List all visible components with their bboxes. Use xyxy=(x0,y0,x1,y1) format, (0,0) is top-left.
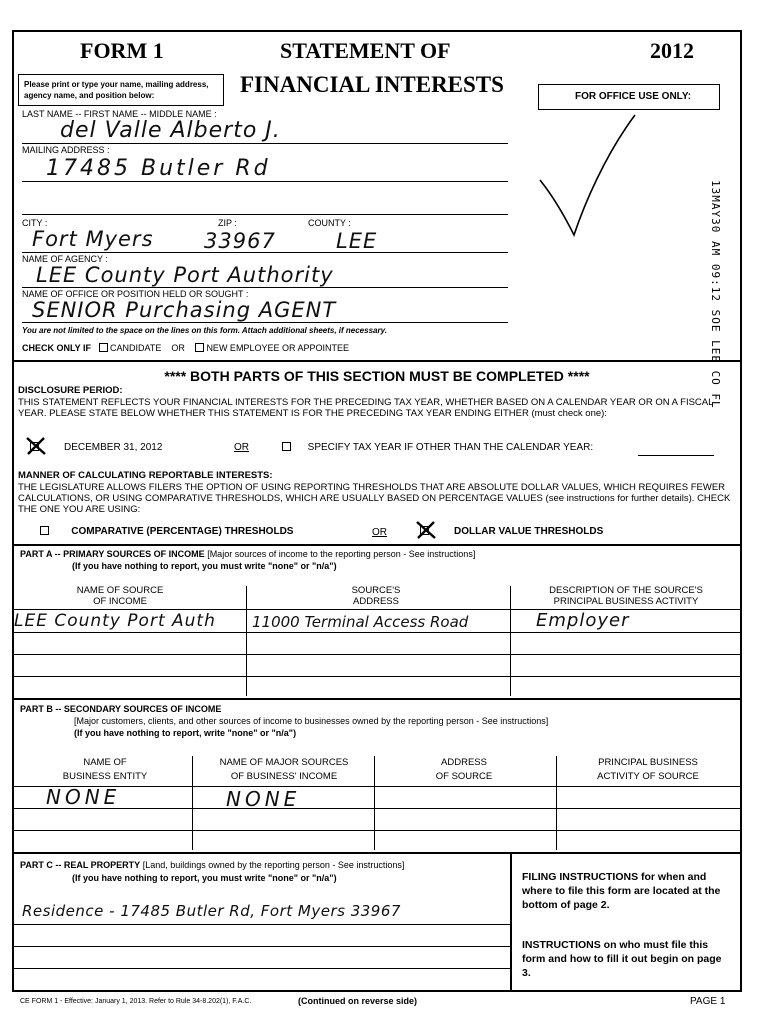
specify-checkbox[interactable] xyxy=(282,442,291,451)
part-b-entity-value: NONE xyxy=(46,785,121,809)
office-value: SENIOR Purchasing AGENT xyxy=(32,298,337,322)
part-b-note: [Major customers, clients, and other sources of income to businesses owned by the reporting person - See instructions] xyxy=(74,716,549,726)
dollar-option xyxy=(420,526,603,537)
received-stamp: 13MAY30 AM 09:12 SOE LEE CO FL xyxy=(709,180,722,409)
candidate-label: CANDIDATE xyxy=(110,343,162,353)
specify-label: SPECIFY TAX YEAR IF OTHER THAN THE CALENDAR YEAR: xyxy=(307,442,594,453)
part-a-source-address: 11000 Terminal Access Road xyxy=(252,613,469,631)
december-option xyxy=(30,442,162,453)
part-a-subtitle: (If you have nothing to report, you must write "none" or "n/a") xyxy=(72,561,337,571)
part-a-source-name: LEE County Port Auth xyxy=(14,611,216,631)
filing-instructions: FILING INSTRUCTIONS for when and where to file this form are located at the bottom of page 2. xyxy=(522,871,721,911)
limit-note: You are not limited to the space on the lines on this form. Attach additional sheets, if necessary. xyxy=(22,326,387,335)
office-check-mark xyxy=(530,110,650,250)
manner-title: MANNER OF CALCULATING REPORTABLE INTERESTS: xyxy=(18,470,273,481)
dollar-label: DOLLAR VALUE THRESHOLDS xyxy=(454,526,604,537)
agency-label: NAME OF AGENCY : xyxy=(22,254,108,264)
zip-value: 33967 xyxy=(204,229,276,253)
who-must-file-instructions: INSTRUCTIONS on who must file this form and how to fill it out begin on page 3. xyxy=(522,939,722,979)
period-or: OR xyxy=(234,442,249,453)
city-value: Fort Myers xyxy=(32,227,154,251)
part-b-subtitle: (If you have nothing to report, write "none" or "n/a") xyxy=(74,728,297,738)
comparative-label: COMPARATIVE (PERCENTAGE) THRESHOLDS xyxy=(71,526,294,537)
threshold-or: OR xyxy=(372,527,387,538)
both-parts-banner: **** BOTH PARTS OF THIS SECTION MUST BE COMPLETED **** xyxy=(164,368,590,384)
check-only-row xyxy=(22,343,349,353)
part-c-subtitle: (If you have nothing to report, you must write "none" or "n/a") xyxy=(72,873,337,883)
dollar-checkbox[interactable] xyxy=(420,526,429,535)
part-c-note: [Land, buildings owned by the reporting person - See instructions] xyxy=(142,860,405,870)
city-label: CITY : xyxy=(22,218,48,228)
part-a-note: [Major sources of income to the reporting person - See instructions] xyxy=(207,549,476,559)
check-only-label: CHECK ONLY IF xyxy=(22,343,92,353)
part-b-col-address: ADDRESS OF SOURCE xyxy=(435,757,493,782)
part-a-source-activity: Employer xyxy=(536,610,630,631)
comparative-option xyxy=(40,526,293,537)
agency-value: LEE County Port Authority xyxy=(36,263,334,287)
manner-text: THE LEGISLATURE ALLOWS FILERS THE OPTION OF USING REPORTING THRESHOLDS THAT ARE ABSOLUTE DOLLAR VALUES, WHICH REQUIRES FEWER CALCULATIONS, OR USING COMPARATIVE THRESHOLDS, WHICH ARE USUALLY BASED ON PERCENTAGE VALUES (see instructions for further details). CHECK THE ONE YOU ARE USING: xyxy=(18,482,731,515)
office-label: NAME OF OFFICE OR POSITION HELD OR SOUGHT : xyxy=(22,289,249,299)
part-c-title: PART C -- REAL PROPERTY xyxy=(20,860,141,870)
specify-option xyxy=(282,442,593,453)
part-b-col-sources: NAME OF MAJOR SOURCES OF BUSINESS' INCOME xyxy=(219,757,349,782)
county-value: LEE xyxy=(336,229,378,253)
mailing-label: MAILING ADDRESS : xyxy=(22,145,110,155)
footer-page: PAGE 1 xyxy=(690,996,726,1007)
zip-label: ZIP : xyxy=(218,218,237,228)
form-title-line2: FINANCIAL INTERESTS xyxy=(240,72,504,97)
check-or: OR xyxy=(171,343,185,353)
mailing-address: 17485 Butler Rd xyxy=(46,156,271,181)
part-c-property-value: Residence - 17485 Butler Rd, Fort Myers 33967 xyxy=(22,902,401,920)
filer-name: del Valle Alberto J. xyxy=(60,118,281,143)
office-use-label: FOR OFFICE USE ONLY: xyxy=(575,91,692,102)
print-instruction: Please print or type your name, mailing address, agency name, and position below: xyxy=(24,80,209,100)
part-b-col-activity: PRINCIPAL BUSINESS ACTIVITY OF SOURCE xyxy=(597,757,699,782)
form-title-line1: STATEMENT OF xyxy=(280,38,451,63)
form-year: 2012 xyxy=(650,38,694,63)
part-b-sources-value: NONE xyxy=(226,787,301,811)
disclosure-title: DISCLOSURE PERIOD: xyxy=(18,385,123,396)
footer-form-id: CE FORM 1 - Effective: January 1, 2013. Refer to Rule 34-8.202(1), F.A.C. xyxy=(20,998,252,1005)
name-label: LAST NAME -- FIRST NAME -- MIDDLE NAME : xyxy=(22,109,217,119)
part-a-title-row xyxy=(20,549,475,559)
candidate-checkbox[interactable] xyxy=(99,343,108,352)
new-employee-checkbox[interactable] xyxy=(195,343,204,352)
december-label: DECEMBER 31, 2012 xyxy=(64,442,163,453)
part-b-title: PART B -- SECONDARY SOURCES OF INCOME xyxy=(20,704,222,714)
december-checkbox[interactable] xyxy=(30,442,39,451)
footer-continued: (Continued on reverse side) xyxy=(298,996,418,1006)
part-c-title-row xyxy=(20,860,404,870)
part-a-col-name: NAME OF SOURCE OF INCOME xyxy=(76,585,164,607)
part-a-col-address: SOURCE'S ADDRESS xyxy=(351,585,401,607)
form-number: FORM 1 xyxy=(80,38,164,63)
disclosure-text: THIS STATEMENT REFLECTS YOUR FINANCIAL INTERESTS FOR THE PRECEDING TAX YEAR, WHETHER BASED ON A CALENDAR YEAR OR ON A FISCAL YEAR. PLEASE STATE BELOW WHETHER THIS STATEMENT IS FOR THE PRECEDING TAX YEAR ENDING EITHER (must check one): xyxy=(18,397,714,419)
comparative-checkbox[interactable] xyxy=(40,526,49,535)
part-b-col-entity: NAME OF BUSINESS ENTITY xyxy=(62,757,148,782)
part-a-col-activity: DESCRIPTION OF THE SOURCE'S PRINCIPAL BUSINESS ACTIVITY xyxy=(549,585,703,607)
county-label: COUNTY : xyxy=(308,218,351,228)
part-a-title: PART A -- PRIMARY SOURCES OF INCOME xyxy=(20,549,205,559)
new-employee-label: NEW EMPLOYEE OR APPOINTEE xyxy=(206,343,349,353)
